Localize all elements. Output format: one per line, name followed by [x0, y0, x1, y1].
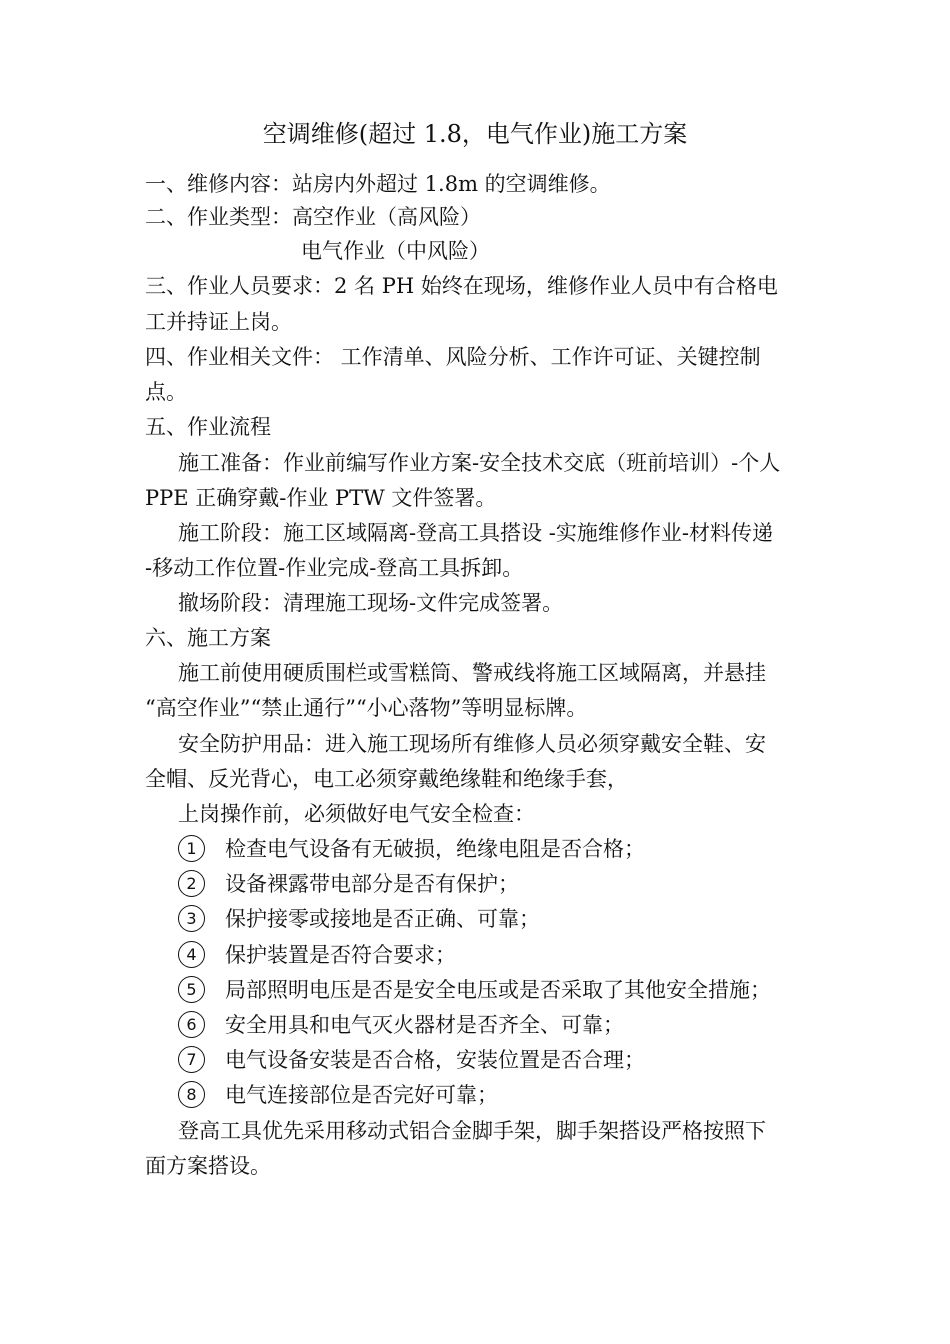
circled-number: 1	[178, 835, 205, 862]
check-intro: 上岗操作前，必须做好电气安全检查：	[178, 802, 535, 826]
check-item-text: 设备裸露带电部分是否有保护；	[225, 872, 519, 896]
exit-stage: 撤场阶段：清理施工现场-文件完成签署。	[178, 591, 564, 615]
page-title: 空调维修(超过 1.8，电气作业)施工方案	[262, 120, 688, 148]
section-3-line-1: 三、作业人员要求：2 名 PH 始终在现场，维修作业人员中有合格电	[145, 274, 778, 298]
check-item	[178, 938, 456, 972]
prep-stage-line-2: PPE 正确穿戴-作业 PTW 文件签署。	[145, 486, 497, 510]
isolation-line-1: 施工前使用硬质围栏或雪糕筒、警戒线将施工区域隔离，并悬挂	[178, 661, 766, 685]
section-2-type: 二、作业类型：高空作业（高风险）	[145, 205, 481, 229]
circled-number: 6	[178, 1011, 205, 1038]
section-5-heading: 五、作业流程	[145, 415, 271, 439]
work-stage-line-2: -移动工作位置-作业完成-登高工具拆卸。	[145, 556, 524, 580]
circled-number: 3	[178, 905, 205, 932]
check-item-text: 保护接零或接地是否正确、可靠；	[225, 907, 540, 931]
scaffold-line-2: 面方案搭设。	[145, 1154, 271, 1178]
check-item-text: 检查电气设备有无破损，绝缘电阻是否合格；	[225, 837, 645, 861]
check-item-text: 安全用具和电气灭火器材是否齐全、可靠；	[225, 1013, 624, 1037]
check-item	[178, 1078, 498, 1112]
check-item	[178, 1008, 624, 1042]
check-item	[178, 1043, 645, 1077]
section-1-content: 一、维修内容：站房内外超过 1.8m 的空调维修。	[145, 172, 611, 196]
work-stage-line-1: 施工阶段：施工区域隔离-登高工具搭设 -实施维修作业-材料传递	[178, 521, 773, 545]
check-item	[178, 902, 540, 936]
check-item-text: 电气连接部位是否完好可靠；	[225, 1083, 498, 1107]
circled-number: 4	[178, 941, 205, 968]
section-4-line-1: 四、作业相关文件： 工作清单、风险分析、工作许可证、关键控制	[145, 345, 761, 369]
circled-number: 2	[178, 870, 205, 897]
section-3-line-2: 工并持证上岗。	[145, 310, 292, 334]
circled-number: 8	[178, 1081, 205, 1108]
ppe-line-2: 全帽、反光背心，电工必须穿戴绝缘鞋和绝缘手套，	[145, 767, 628, 791]
section-4-line-2: 点。	[145, 380, 187, 404]
check-item	[178, 973, 771, 1007]
check-item-text: 局部照明电压是否是安全电压或是否采取了其他安全措施；	[225, 978, 771, 1002]
isolation-line-2: “高空作业”“禁止通行”“小心落物”等明显标牌。	[145, 696, 588, 720]
section-2-type-continued: 电气作业（中风险）	[301, 239, 490, 263]
scaffold-line-1: 登高工具优先采用移动式铝合金脚手架，脚手架搭设严格按照下	[178, 1119, 766, 1143]
circled-number: 5	[178, 976, 205, 1003]
check-item	[178, 867, 519, 901]
prep-stage-line-1: 施工准备：作业前编写作业方案-安全技术交底（班前培训）-个人	[178, 451, 781, 475]
section-6-heading: 六、施工方案	[145, 626, 271, 650]
check-item-text: 保护装置是否符合要求；	[225, 943, 456, 967]
check-item	[178, 832, 645, 866]
check-item-text: 电气设备安装是否合格，安装位置是否合理；	[225, 1048, 645, 1072]
circled-number: 7	[178, 1046, 205, 1073]
ppe-line-1: 安全防护用品：进入施工现场所有维修人员必须穿戴安全鞋、安	[178, 732, 766, 756]
